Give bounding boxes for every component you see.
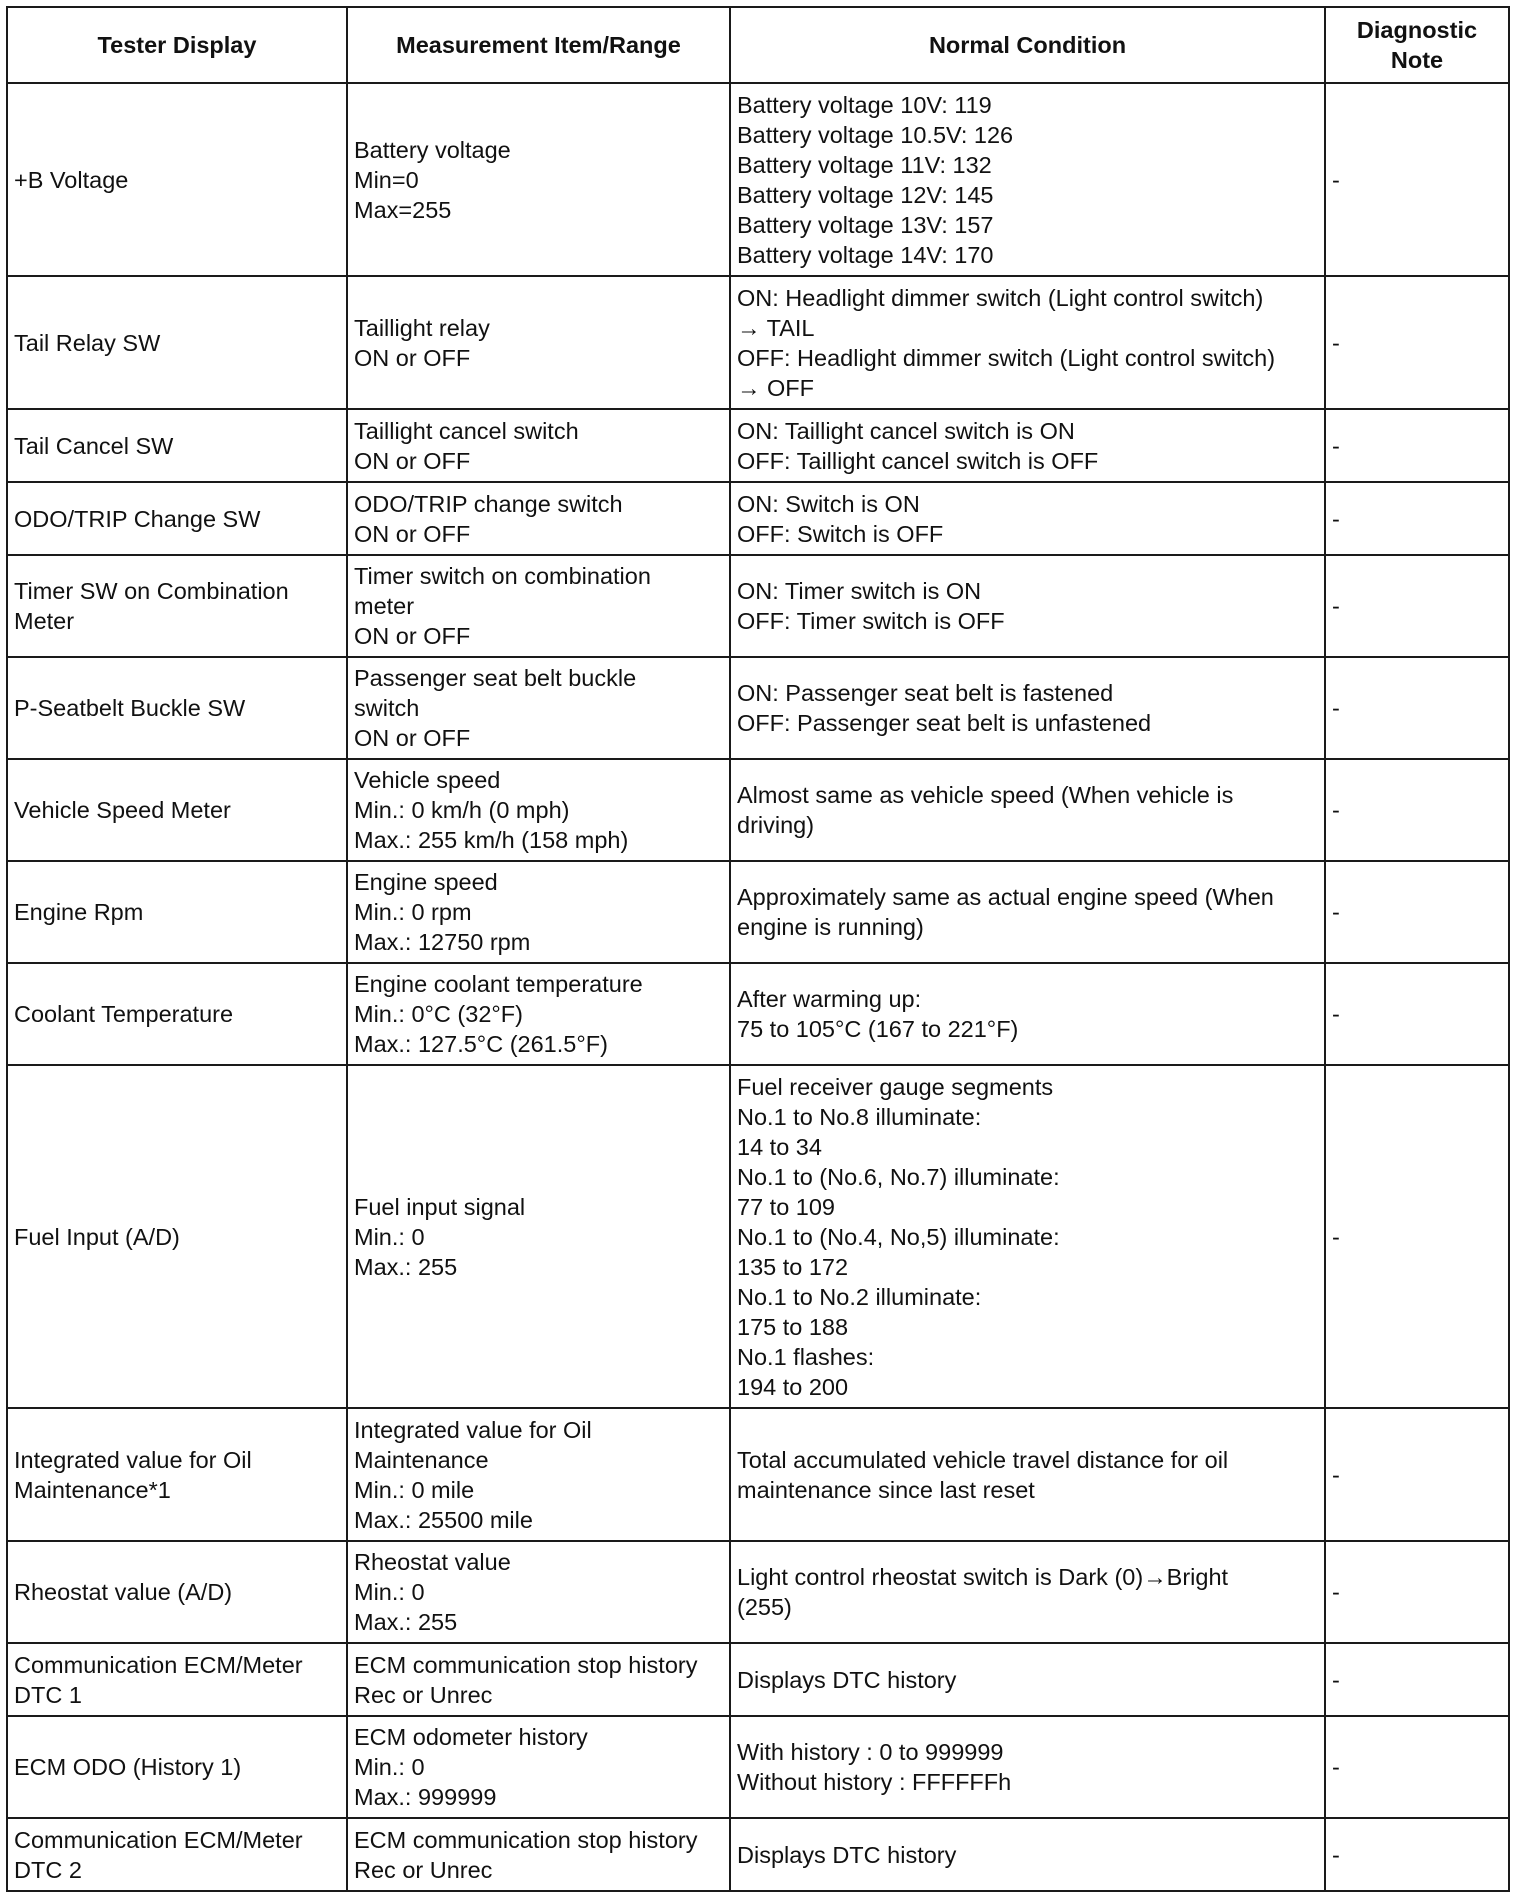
- normal-condition-cell: Almost same as vehicle speed (When vehicle is driving): [730, 759, 1325, 861]
- tester-display-cell: Integrated value for Oil Maintenance*1: [7, 1408, 347, 1541]
- measurement-cell: ECM communication stop history Rec or Unrec: [347, 1818, 730, 1891]
- diagnostic-note-cell: -: [1325, 759, 1509, 861]
- measurement-cell: ECM odometer history Min.: 0 Max.: 999999: [347, 1716, 730, 1818]
- diagnostic-note-cell: -: [1325, 482, 1509, 555]
- normal-condition-cell: ON: Switch is ON OFF: Switch is OFF: [730, 482, 1325, 555]
- tester-display-cell: Engine Rpm: [7, 861, 347, 963]
- tester-display-cell: Tail Cancel SW: [7, 409, 347, 482]
- page: [6, 6, 1510, 1892]
- header-tester-display: Tester Display: [7, 7, 347, 83]
- normal-condition-cell: Displays DTC history: [730, 1643, 1325, 1716]
- normal-condition-cell: After warming up: 75 to 105°C (167 to 221°F): [730, 963, 1325, 1065]
- normal-condition-cell: ON: Headlight dimmer switch (Light control switch) → TAIL OFF: Headlight dimmer switch (Light control switch) → OFF: [730, 276, 1325, 409]
- measurement-cell: Fuel input signal Min.: 0 Max.: 255: [347, 1065, 730, 1408]
- normal-condition-cell: ON: Taillight cancel switch is ON OFF: Taillight cancel switch is OFF: [730, 409, 1325, 482]
- normal-condition-cell: Approximately same as actual engine speed (When engine is running): [730, 861, 1325, 963]
- table-header-row: [7, 7, 1509, 83]
- header-measurement-item-range: Measurement Item/Range: [347, 7, 730, 83]
- diagnostic-note-cell: -: [1325, 657, 1509, 759]
- table-row: [7, 657, 1509, 759]
- data-list-table: [6, 6, 1510, 1892]
- table-row: [7, 482, 1509, 555]
- diagnostic-note-cell: -: [1325, 1716, 1509, 1818]
- tester-display-cell: Communication ECM/Meter DTC 1: [7, 1643, 347, 1716]
- table-row: [7, 409, 1509, 482]
- normal-condition-cell: Fuel receiver gauge segments No.1 to No.8 illuminate: 14 to 34 No.1 to (No.6, No.7) illuminate: 77 to 109 No.1 to (No.4, No,5) illuminate: 135 to 172 No.1 to No.2 illuminate: 175 to 188 No.1 flashes: 194 to 200: [730, 1065, 1325, 1408]
- tester-display-cell: +B Voltage: [7, 83, 347, 276]
- table-row: [7, 861, 1509, 963]
- measurement-cell: Timer switch on combination meter ON or OFF: [347, 555, 730, 657]
- measurement-cell: ECM communication stop history Rec or Unrec: [347, 1643, 730, 1716]
- measurement-cell: Battery voltage Min=0 Max=255: [347, 83, 730, 276]
- table-row: [7, 83, 1509, 276]
- diagnostic-note-cell: -: [1325, 1408, 1509, 1541]
- table-row: [7, 1716, 1509, 1818]
- diagnostic-note-cell: -: [1325, 409, 1509, 482]
- normal-condition-cell: ON: Passenger seat belt is fastened OFF: Passenger seat belt is unfastened: [730, 657, 1325, 759]
- tester-display-cell: P-Seatbelt Buckle SW: [7, 657, 347, 759]
- table-row: [7, 1065, 1509, 1408]
- measurement-cell: Passenger seat belt buckle switch ON or OFF: [347, 657, 730, 759]
- tester-display-cell: ODO/TRIP Change SW: [7, 482, 347, 555]
- tester-display-cell: Vehicle Speed Meter: [7, 759, 347, 861]
- normal-condition-cell: Total accumulated vehicle travel distance for oil maintenance since last reset: [730, 1408, 1325, 1541]
- header-diagnostic-note: Diagnostic Note: [1325, 7, 1509, 83]
- diagnostic-note-cell: -: [1325, 861, 1509, 963]
- header-normal-condition: Normal Condition: [730, 7, 1325, 83]
- diagnostic-note-cell: -: [1325, 555, 1509, 657]
- measurement-cell: Engine speed Min.: 0 rpm Max.: 12750 rpm: [347, 861, 730, 963]
- normal-condition-cell: With history : 0 to 999999 Without history : FFFFFFh: [730, 1716, 1325, 1818]
- normal-condition-cell: Displays DTC history: [730, 1818, 1325, 1891]
- tester-display-cell: Timer SW on Combination Meter: [7, 555, 347, 657]
- diagnostic-note-cell: -: [1325, 1065, 1509, 1408]
- tester-display-cell: Rheostat value (A/D): [7, 1541, 347, 1643]
- tester-display-cell: ECM ODO (History 1): [7, 1716, 347, 1818]
- table-row: [7, 1541, 1509, 1643]
- tester-display-cell: Coolant Temperature: [7, 963, 347, 1065]
- table-row: [7, 963, 1509, 1065]
- diagnostic-note-cell: -: [1325, 1643, 1509, 1716]
- diagnostic-note-cell: -: [1325, 1818, 1509, 1891]
- measurement-cell: Taillight cancel switch ON or OFF: [347, 409, 730, 482]
- diagnostic-note-cell: -: [1325, 1541, 1509, 1643]
- diagnostic-note-cell: -: [1325, 83, 1509, 276]
- measurement-cell: Rheostat value Min.: 0 Max.: 255: [347, 1541, 730, 1643]
- measurement-cell: Engine coolant temperature Min.: 0°C (32°F) Max.: 127.5°C (261.5°F): [347, 963, 730, 1065]
- tester-display-cell: Fuel Input (A/D): [7, 1065, 347, 1408]
- table-row: [7, 1643, 1509, 1716]
- measurement-cell: Vehicle speed Min.: 0 km/h (0 mph) Max.: 255 km/h (158 mph): [347, 759, 730, 861]
- normal-condition-cell: Battery voltage 10V: 119 Battery voltage 10.5V: 126 Battery voltage 11V: 132 Battery voltage 12V: 145 Battery voltage 13V: 157 Battery voltage 14V: 170: [730, 83, 1325, 276]
- measurement-cell: Taillight relay ON or OFF: [347, 276, 730, 409]
- measurement-cell: ODO/TRIP change switch ON or OFF: [347, 482, 730, 555]
- tester-display-cell: Tail Relay SW: [7, 276, 347, 409]
- diagnostic-note-cell: -: [1325, 276, 1509, 409]
- normal-condition-cell: ON: Timer switch is ON OFF: Timer switch is OFF: [730, 555, 1325, 657]
- normal-condition-cell: Light control rheostat switch is Dark (0)→Bright (255): [730, 1541, 1325, 1643]
- table-row: [7, 276, 1509, 409]
- tester-display-cell: Communication ECM/Meter DTC 2: [7, 1818, 347, 1891]
- diagnostic-note-cell: -: [1325, 963, 1509, 1065]
- table-row: [7, 759, 1509, 861]
- measurement-cell: Integrated value for Oil Maintenance Min.: 0 mile Max.: 25500 mile: [347, 1408, 730, 1541]
- table-row: [7, 555, 1509, 657]
- table-row: [7, 1818, 1509, 1891]
- table-row: [7, 1408, 1509, 1541]
